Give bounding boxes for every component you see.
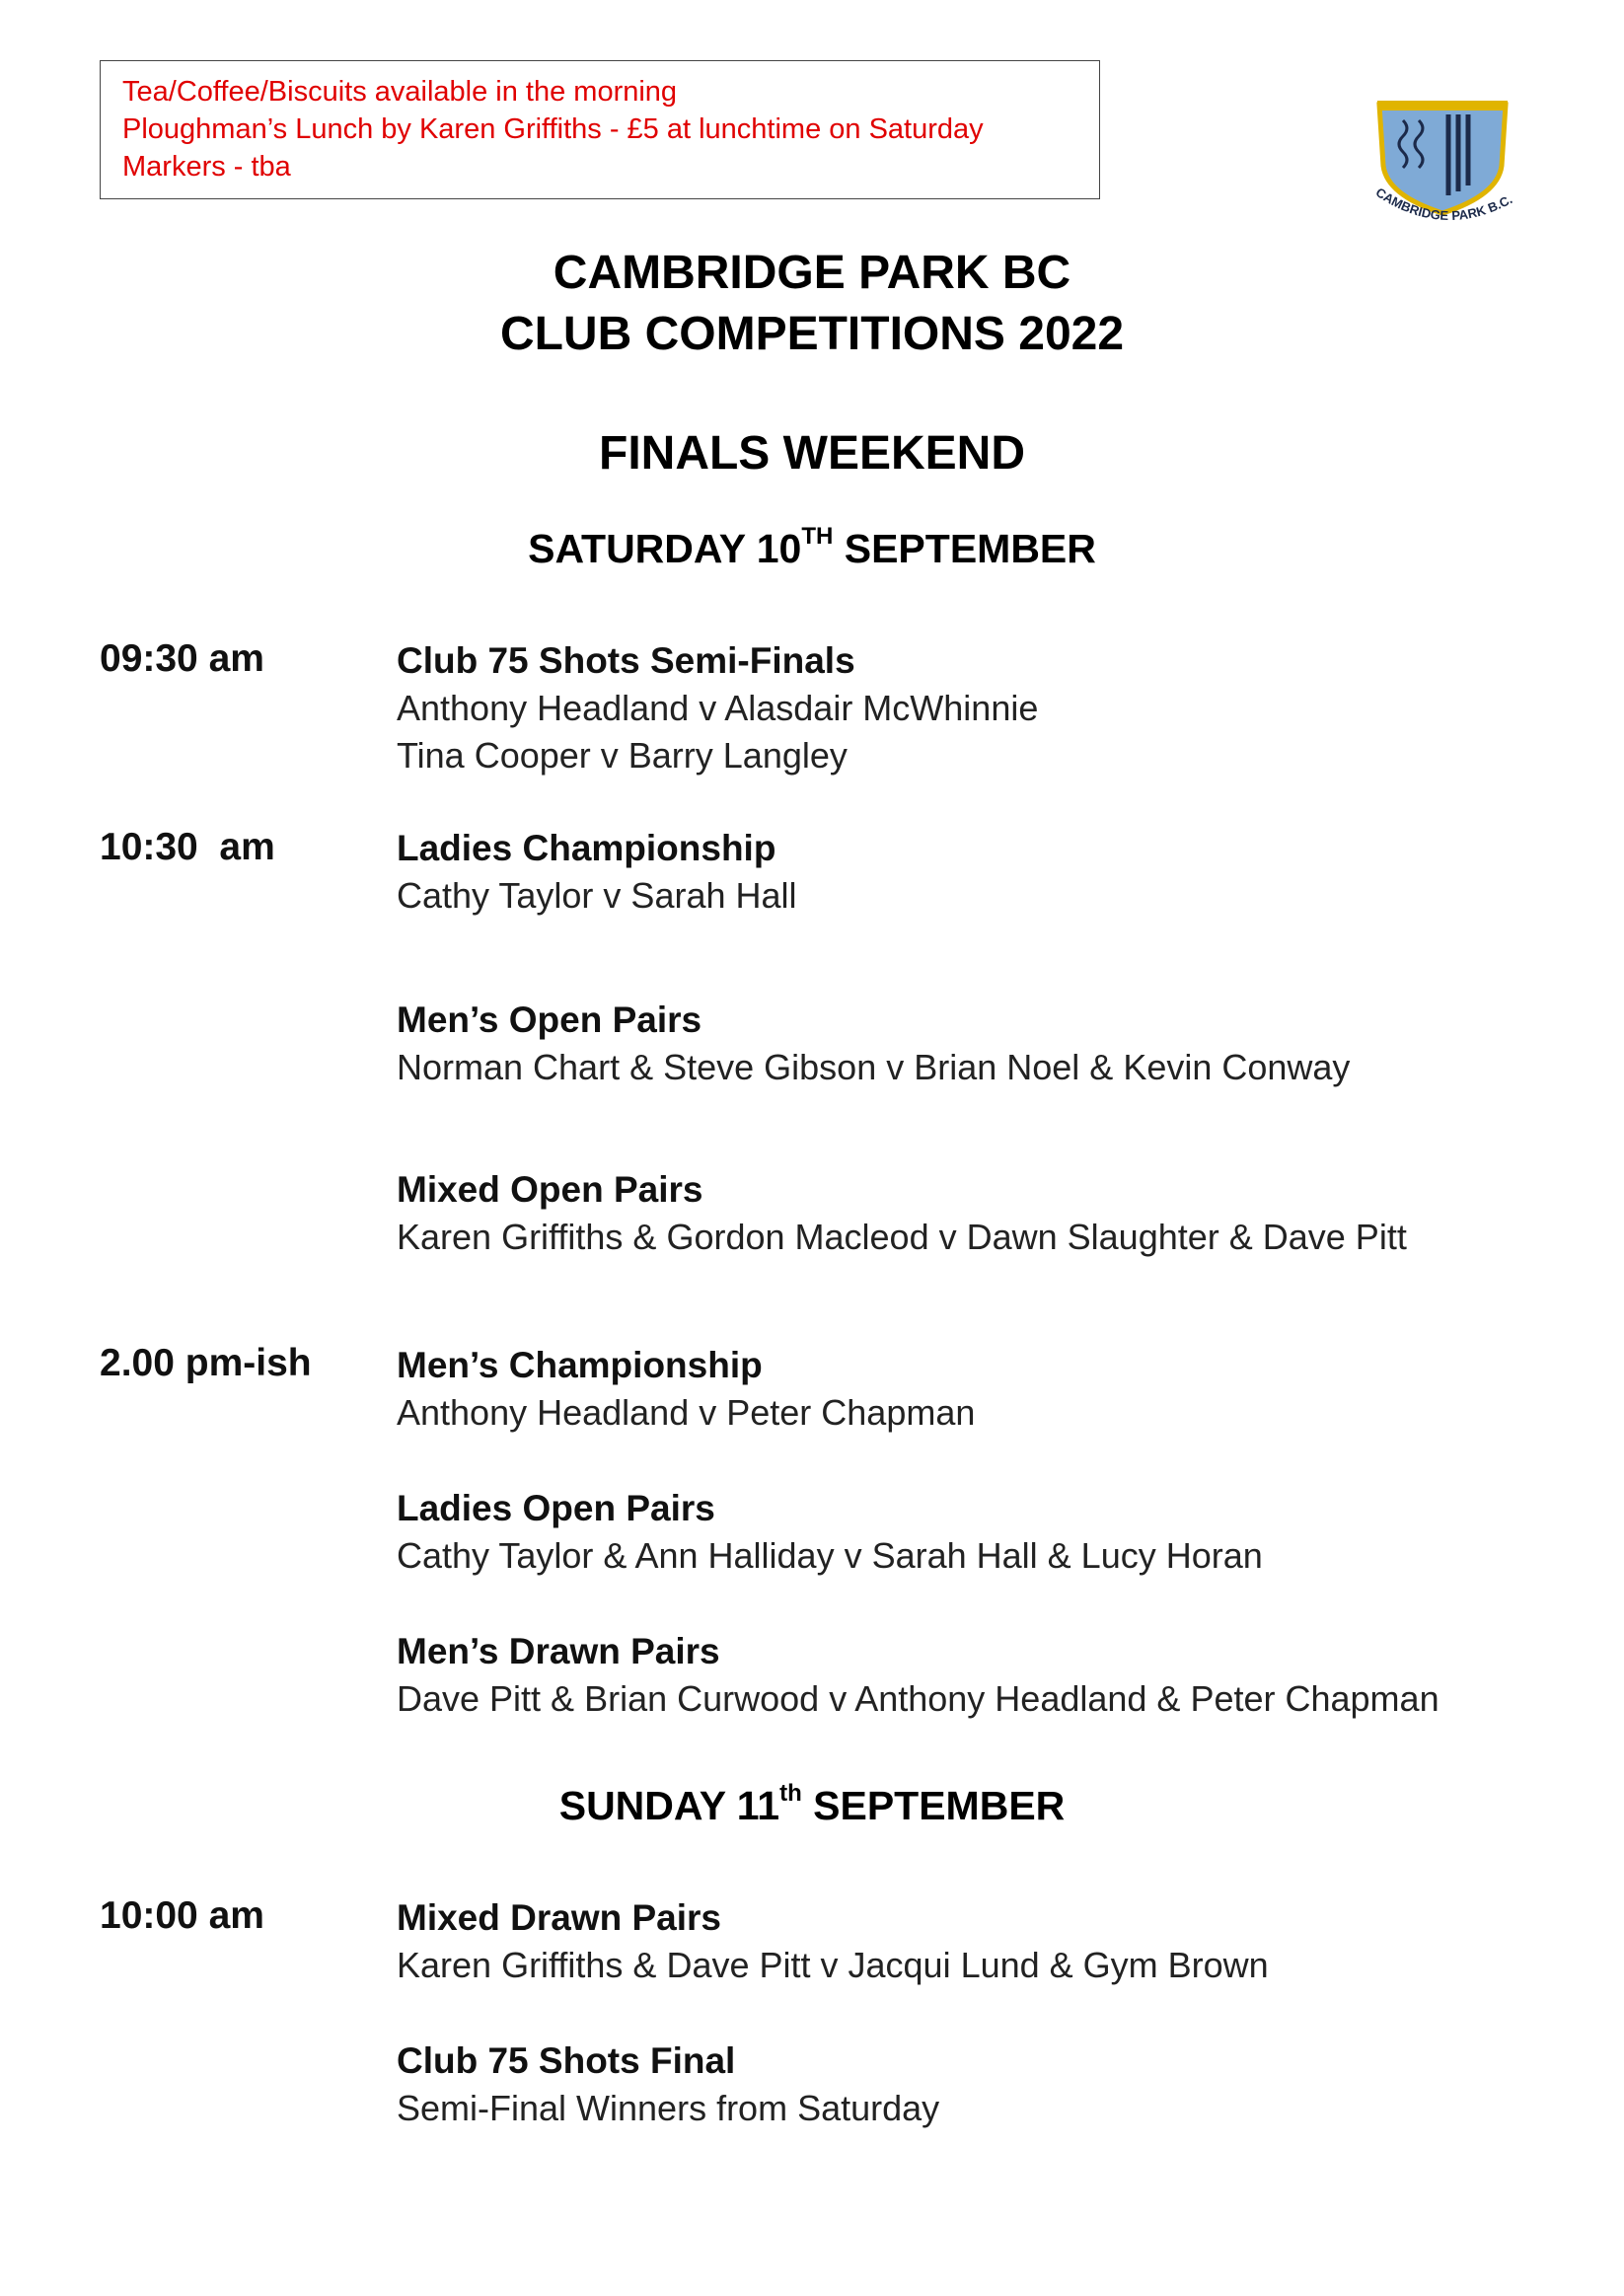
- match-line: Norman Chart & Steve Gibson v Brian Noel & Kevin Conway: [397, 1047, 1351, 1087]
- event-title: Mixed Drawn Pairs: [397, 1897, 722, 1938]
- match-line: Cathy Taylor v Sarah Hall: [397, 875, 797, 916]
- finals-weekend-title: FINALS WEEKEND: [599, 427, 1025, 480]
- event-title: Men’s Open Pairs: [397, 1000, 702, 1040]
- time-slot: 10:30 am: [100, 826, 275, 868]
- event-title: Ladies Open Pairs: [397, 1488, 715, 1528]
- club-logo: [1354, 97, 1547, 255]
- match-line: Karen Griffiths & Gordon Macleod v Dawn Slaughter & Dave Pitt: [397, 1217, 1407, 1257]
- event-mens-open-pairs: [397, 997, 1600, 1091]
- saturday-heading: [0, 521, 1624, 576]
- match-line: Tina Cooper v Barry Langley: [397, 735, 848, 776]
- event-title: Mixed Open Pairs: [397, 1169, 703, 1210]
- event-mixed-drawn-pairs: [397, 1894, 1600, 1989]
- event-title: Club 75 Shots Final: [397, 2040, 736, 2081]
- notice-markers: Markers - tba: [122, 151, 291, 183]
- event-title: Men’s Championship: [397, 1345, 763, 1385]
- time-slot: 2.00 pm-ish: [100, 1342, 312, 1384]
- match-line: Anthony Headland v Peter Chapman: [397, 1392, 976, 1433]
- competitions-title: CLUB COMPETITIONS 2022: [499, 308, 1125, 360]
- time-slot: 10:00 am: [100, 1894, 264, 1937]
- logo-text: CAMBRIDGE PARK B.C.: [1372, 185, 1515, 224]
- saturday-heading-date: SATURDAY 10: [528, 526, 802, 571]
- match-line: Karen Griffiths & Dave Pitt v Jacqui Lund & Gym Brown: [397, 1945, 1269, 1985]
- event-title: Men’s Drawn Pairs: [397, 1631, 720, 1671]
- sunday-heading: [0, 1778, 1624, 1833]
- event-mens-championship: [397, 1342, 1600, 1437]
- match-line: Cathy Taylor & Ann Halliday v Sarah Hall & Lucy Horan: [397, 1535, 1263, 1576]
- match-line: Anthony Headland v Alasdair McWhinnie: [397, 688, 1039, 728]
- notice-lunch: Ploughman’s Lunch by Karen Griffiths - £5 at lunchtime on Saturday: [122, 113, 984, 145]
- title-block: [0, 243, 1624, 365]
- sunday-heading-date: SUNDAY 11: [558, 1783, 780, 1828]
- event-club75-final: [397, 2037, 1600, 2132]
- notice-box: [100, 60, 1100, 199]
- event-ladies-open-pairs: [397, 1485, 1600, 1580]
- time-slot: 09:30 am: [100, 637, 264, 680]
- notice-refreshments: Tea/Coffee/Biscuits available in the morning: [122, 76, 678, 108]
- club-name: CAMBRIDGE PARK BC: [553, 247, 1071, 299]
- match-line: Semi-Final Winners from Saturday: [397, 2088, 940, 2128]
- sunday-heading-suffix: th: [779, 1780, 802, 1808]
- sunday-heading-month: SEPTEMBER: [801, 1783, 1066, 1828]
- saturday-heading-suffix: TH: [801, 523, 834, 551]
- event-title: Club 75 Shots Semi-Finals: [397, 640, 855, 681]
- event-ladies-championship: [397, 825, 1600, 920]
- event-title: Ladies Championship: [397, 828, 776, 868]
- event-mixed-open-pairs: [397, 1166, 1600, 1261]
- event-mens-drawn-pairs: [397, 1628, 1600, 1723]
- match-line: Dave Pitt & Brian Curwood v Anthony Headland & Peter Chapman: [397, 1678, 1439, 1719]
- saturday-heading-month: SEPTEMBER: [833, 526, 1096, 571]
- event-club75-semis: [397, 637, 1600, 779]
